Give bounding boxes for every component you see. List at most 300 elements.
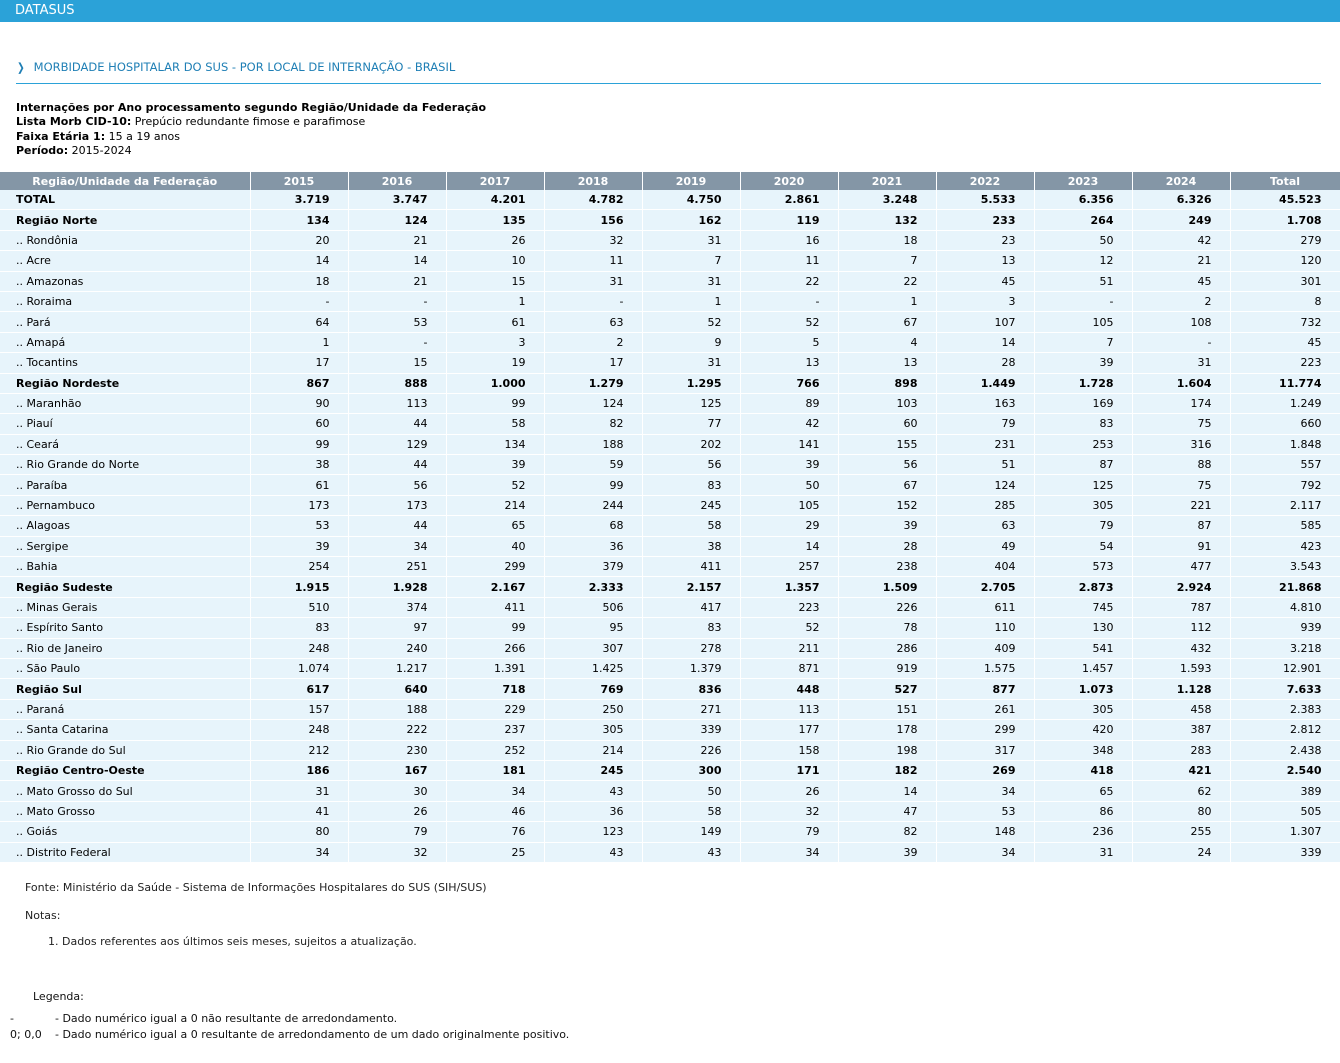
value-cell: 60	[250, 414, 348, 434]
row-label-cell: .. Sergipe	[0, 536, 250, 556]
value-cell: 448	[740, 679, 838, 699]
value-cell: 4.750	[642, 190, 740, 210]
value-cell: 233	[936, 210, 1034, 230]
value-cell: 51	[936, 455, 1034, 475]
row-label-cell: .. Maranhão	[0, 393, 250, 413]
value-cell: 120	[1230, 251, 1340, 271]
value-cell: 53	[348, 312, 446, 332]
table-row-region	[0, 373, 1340, 393]
value-cell: 11	[544, 251, 642, 271]
table-row	[0, 801, 1340, 821]
value-cell: 132	[838, 210, 936, 230]
value-cell: 124	[544, 393, 642, 413]
value-cell: 158	[740, 740, 838, 760]
table-row	[0, 230, 1340, 250]
value-cell: 119	[740, 210, 838, 230]
row-label-cell: .. Minas Gerais	[0, 597, 250, 617]
value-cell: 13	[936, 251, 1034, 271]
value-cell: 113	[740, 699, 838, 719]
row-label-cell: .. Rondônia	[0, 230, 250, 250]
column-header-total: Total	[1230, 172, 1340, 190]
source-note: Fonte: Ministério da Saúde - Sistema de Informações Hospitalares do SUS (SIH/SUS)	[25, 881, 487, 894]
value-cell: 22	[838, 271, 936, 291]
value-cell: 202	[642, 434, 740, 454]
table-row	[0, 842, 1340, 862]
notes-label: Notas:	[25, 909, 61, 922]
value-cell: 1	[642, 291, 740, 311]
table-row	[0, 516, 1340, 536]
value-cell: 867	[250, 373, 348, 393]
value-cell: 211	[740, 638, 838, 658]
value-cell: 65	[1034, 781, 1132, 801]
value-cell: 2	[544, 332, 642, 352]
value-cell: 39	[838, 516, 936, 536]
value-cell: 99	[446, 618, 544, 638]
value-cell: 2.540	[1230, 760, 1340, 780]
value-cell: 25	[446, 842, 544, 862]
value-cell: 88	[1132, 455, 1230, 475]
table-row	[0, 536, 1340, 556]
value-cell: 32	[544, 230, 642, 250]
value-cell: 541	[1034, 638, 1132, 658]
value-cell: 50	[642, 781, 740, 801]
value-cell: 75	[1132, 414, 1230, 434]
value-cell: 1.593	[1132, 658, 1230, 678]
value-cell: 157	[250, 699, 348, 719]
table-header-row	[0, 172, 1340, 190]
value-cell: 50	[1034, 230, 1132, 250]
table-row	[0, 740, 1340, 760]
value-cell: 506	[544, 597, 642, 617]
value-cell: 4.810	[1230, 597, 1340, 617]
value-cell: 67	[838, 475, 936, 495]
value-cell: 124	[936, 475, 1034, 495]
value-cell: 198	[838, 740, 936, 760]
value-cell: 14	[348, 251, 446, 271]
page-title: MORBIDADE HOSPITALAR DO SUS - POR LOCAL DE INTERNAÇÃO - BRASIL	[33, 60, 456, 74]
value-cell: 251	[348, 557, 446, 577]
value-cell: 13	[838, 353, 936, 373]
note-item: 1. Dados referentes aos últimos seis meses, sujeitos a atualização.	[48, 935, 417, 948]
value-cell: 1.915	[250, 577, 348, 597]
value-cell: 97	[348, 618, 446, 638]
value-cell: 123	[544, 822, 642, 842]
value-cell: 181	[446, 760, 544, 780]
value-cell: 167	[348, 760, 446, 780]
value-cell: 888	[348, 373, 446, 393]
value-cell: 52	[642, 312, 740, 332]
page-heading	[16, 59, 1321, 84]
value-cell: 58	[446, 414, 544, 434]
value-cell: -	[740, 291, 838, 311]
table-row	[0, 495, 1340, 515]
value-cell: 1.928	[348, 577, 446, 597]
legend-symbol-dash: -	[10, 1012, 14, 1025]
value-cell: 188	[544, 434, 642, 454]
value-cell: 2.873	[1034, 577, 1132, 597]
value-cell: 40	[446, 536, 544, 556]
value-cell: 283	[1132, 740, 1230, 760]
value-cell: 254	[250, 557, 348, 577]
value-cell: 877	[936, 679, 1034, 699]
value-cell: 2.157	[642, 577, 740, 597]
value-cell: 62	[1132, 781, 1230, 801]
table-row	[0, 393, 1340, 413]
table-row	[0, 414, 1340, 434]
value-cell: 163	[936, 393, 1034, 413]
value-cell: 41	[250, 801, 348, 821]
value-cell: 1.425	[544, 658, 642, 678]
value-cell: 14	[936, 332, 1034, 352]
value-cell: 14	[250, 251, 348, 271]
table-row	[0, 699, 1340, 719]
value-cell: 99	[544, 475, 642, 495]
value-cell: 82	[544, 414, 642, 434]
value-cell: 134	[446, 434, 544, 454]
faixa-value: 15 a 19 anos	[108, 129, 181, 143]
value-cell: 47	[838, 801, 936, 821]
value-cell: 11	[740, 251, 838, 271]
value-cell: 43	[642, 842, 740, 862]
table-row	[0, 638, 1340, 658]
table-row-region	[0, 679, 1340, 699]
value-cell: 43	[544, 842, 642, 862]
value-cell: 53	[250, 516, 348, 536]
value-cell: 1.074	[250, 658, 348, 678]
value-cell: 871	[740, 658, 838, 678]
value-cell: 237	[446, 720, 544, 740]
value-cell: 14	[838, 781, 936, 801]
value-cell: 307	[544, 638, 642, 658]
row-label-cell: Região Sudeste	[0, 577, 250, 597]
value-cell: 22	[740, 271, 838, 291]
value-cell: 226	[838, 597, 936, 617]
value-cell: 124	[348, 210, 446, 230]
row-label-cell: Região Sul	[0, 679, 250, 699]
value-cell: 418	[1034, 760, 1132, 780]
value-cell: 177	[740, 720, 838, 740]
table-row	[0, 597, 1340, 617]
value-cell: 2.167	[446, 577, 544, 597]
value-cell: 91	[1132, 536, 1230, 556]
value-cell: 26	[348, 801, 446, 821]
table-row	[0, 291, 1340, 311]
value-cell: 2.333	[544, 577, 642, 597]
table-row	[0, 353, 1340, 373]
row-label-cell: .. Amapá	[0, 332, 250, 352]
periodo-label: Período:	[16, 143, 69, 157]
value-cell: 409	[936, 638, 1034, 658]
row-label-cell: .. Amazonas	[0, 271, 250, 291]
value-cell: 107	[936, 312, 1034, 332]
table-row-region	[0, 760, 1340, 780]
row-label-cell: .. Mato Grosso	[0, 801, 250, 821]
value-cell: 28	[838, 536, 936, 556]
value-cell: 86	[1034, 801, 1132, 821]
value-cell: 299	[936, 720, 1034, 740]
table-body	[0, 190, 1340, 862]
value-cell: 125	[1034, 475, 1132, 495]
value-cell: -	[1132, 332, 1230, 352]
value-cell: 46	[446, 801, 544, 821]
value-cell: 63	[544, 312, 642, 332]
value-cell: 34	[936, 781, 1034, 801]
value-cell: 236	[1034, 822, 1132, 842]
value-cell: 898	[838, 373, 936, 393]
value-cell: 836	[642, 679, 740, 699]
value-cell: 129	[348, 434, 446, 454]
value-cell: 39	[446, 455, 544, 475]
row-label-cell: .. Rio de Janeiro	[0, 638, 250, 658]
legend-text-zero: - Dado numérico igual a 0 resultante de arredondamento de um dado originalmente positivo.	[55, 1028, 570, 1041]
value-cell: 261	[936, 699, 1034, 719]
value-cell: 17	[544, 353, 642, 373]
value-cell: 125	[642, 393, 740, 413]
value-cell: 65	[446, 516, 544, 536]
value-cell: 23	[936, 230, 1034, 250]
table-row	[0, 312, 1340, 332]
value-cell: 1	[446, 291, 544, 311]
value-cell: 83	[642, 475, 740, 495]
value-cell: 1.457	[1034, 658, 1132, 678]
value-cell: 222	[348, 720, 446, 740]
value-cell: 26	[446, 230, 544, 250]
value-cell: 223	[1230, 353, 1340, 373]
value-cell: 75	[1132, 475, 1230, 495]
row-label-cell: .. Paraíba	[0, 475, 250, 495]
value-cell: 31	[642, 271, 740, 291]
value-cell: 79	[1034, 516, 1132, 536]
results-table	[0, 172, 1340, 863]
value-cell: 56	[348, 475, 446, 495]
value-cell: 53	[936, 801, 1034, 821]
value-cell: 90	[250, 393, 348, 413]
value-cell: 10	[446, 251, 544, 271]
row-label-cell: Região Nordeste	[0, 373, 250, 393]
value-cell: 1.073	[1034, 679, 1132, 699]
value-cell: 103	[838, 393, 936, 413]
value-cell: 300	[642, 760, 740, 780]
value-cell: 39	[838, 842, 936, 862]
value-cell: 510	[250, 597, 348, 617]
value-cell: 264	[1034, 210, 1132, 230]
value-cell: 432	[1132, 638, 1230, 658]
query-summary	[16, 101, 486, 158]
value-cell: 51	[1034, 271, 1132, 291]
value-cell: 17	[250, 353, 348, 373]
value-cell: 404	[936, 557, 1034, 577]
value-cell: 4.782	[544, 190, 642, 210]
value-cell: 34	[446, 781, 544, 801]
value-cell: 1.307	[1230, 822, 1340, 842]
value-cell: 212	[250, 740, 348, 760]
value-cell: 31	[642, 230, 740, 250]
value-cell: 38	[250, 455, 348, 475]
row-label-cell: .. Roraima	[0, 291, 250, 311]
value-cell: 252	[446, 740, 544, 760]
value-cell: 477	[1132, 557, 1230, 577]
value-cell: 229	[446, 699, 544, 719]
value-cell: 3.248	[838, 190, 936, 210]
value-cell: 42	[740, 414, 838, 434]
value-cell: 110	[936, 618, 1034, 638]
value-cell: 305	[544, 720, 642, 740]
value-cell: 21	[348, 230, 446, 250]
column-header-2023: 2023	[1034, 172, 1132, 190]
value-cell: 34	[348, 536, 446, 556]
value-cell: 279	[1230, 230, 1340, 250]
row-label-cell: .. Goiás	[0, 822, 250, 842]
value-cell: 32	[348, 842, 446, 862]
periodo-value: 2015-2024	[71, 143, 132, 157]
value-cell: 68	[544, 516, 642, 536]
value-cell: 1.128	[1132, 679, 1230, 699]
value-cell: 39	[740, 455, 838, 475]
value-cell: 60	[838, 414, 936, 434]
value-cell: 36	[544, 536, 642, 556]
value-cell: 660	[1230, 414, 1340, 434]
value-cell: 79	[348, 822, 446, 842]
row-label-cell: .. Rio Grande do Norte	[0, 455, 250, 475]
value-cell: 50	[740, 475, 838, 495]
table-row	[0, 455, 1340, 475]
column-header-2015: 2015	[250, 172, 348, 190]
value-cell: 3	[936, 291, 1034, 311]
value-cell: -	[544, 291, 642, 311]
table-row-region	[0, 190, 1340, 210]
value-cell: 231	[936, 434, 1034, 454]
value-cell: 30	[348, 781, 446, 801]
value-cell: 28	[936, 353, 1034, 373]
row-label-cell: .. Pará	[0, 312, 250, 332]
value-cell: 105	[740, 495, 838, 515]
value-cell: 182	[838, 760, 936, 780]
value-cell: 244	[544, 495, 642, 515]
value-cell: 266	[446, 638, 544, 658]
value-cell: 14	[740, 536, 838, 556]
value-cell: 269	[936, 760, 1034, 780]
value-cell: 169	[1034, 393, 1132, 413]
value-cell: 44	[348, 414, 446, 434]
value-cell: 348	[1034, 740, 1132, 760]
value-cell: 585	[1230, 516, 1340, 536]
value-cell: 732	[1230, 312, 1340, 332]
value-cell: 152	[838, 495, 936, 515]
value-cell: 11.774	[1230, 373, 1340, 393]
value-cell: 34	[740, 842, 838, 862]
value-cell: 44	[348, 455, 446, 475]
column-header-2017: 2017	[446, 172, 544, 190]
value-cell: 45.523	[1230, 190, 1340, 210]
value-cell: 617	[250, 679, 348, 699]
column-header-2019: 2019	[642, 172, 740, 190]
row-label-cell: .. Espírito Santo	[0, 618, 250, 638]
value-cell: 1.295	[642, 373, 740, 393]
value-cell: -	[1034, 291, 1132, 311]
value-cell: 249	[1132, 210, 1230, 230]
value-cell: 61	[446, 312, 544, 332]
value-cell: 21.868	[1230, 577, 1340, 597]
value-cell: 787	[1132, 597, 1230, 617]
value-cell: 83	[642, 618, 740, 638]
value-cell: 253	[1034, 434, 1132, 454]
value-cell: 173	[250, 495, 348, 515]
value-cell: 421	[1132, 760, 1230, 780]
value-cell: 374	[348, 597, 446, 617]
value-cell: 1.217	[348, 658, 446, 678]
table-row	[0, 251, 1340, 271]
value-cell: 188	[348, 699, 446, 719]
value-cell: 20	[250, 230, 348, 250]
value-cell: 135	[446, 210, 544, 230]
faixa-label: Faixa Etária 1:	[16, 129, 106, 143]
value-cell: 18	[838, 230, 936, 250]
top-bar	[0, 0, 1340, 22]
value-cell: 248	[250, 638, 348, 658]
value-cell: 223	[740, 597, 838, 617]
value-cell: 155	[838, 434, 936, 454]
value-cell: 557	[1230, 455, 1340, 475]
value-cell: 87	[1034, 455, 1132, 475]
value-cell: 95	[544, 618, 642, 638]
value-cell: 1.848	[1230, 434, 1340, 454]
value-cell: 1.728	[1034, 373, 1132, 393]
value-cell: 305	[1034, 699, 1132, 719]
value-cell: 4.201	[446, 190, 544, 210]
value-cell: 527	[838, 679, 936, 699]
value-cell: 77	[642, 414, 740, 434]
value-cell: 36	[544, 801, 642, 821]
value-cell: 38	[642, 536, 740, 556]
value-cell: 1	[838, 291, 936, 311]
row-label-cell: Região Norte	[0, 210, 250, 230]
row-label-cell: .. Paraná	[0, 699, 250, 719]
value-cell: 221	[1132, 495, 1230, 515]
value-cell: 15	[446, 271, 544, 291]
value-cell: 32	[740, 801, 838, 821]
value-cell: 573	[1034, 557, 1132, 577]
value-cell: 2.812	[1230, 720, 1340, 740]
value-cell: 173	[348, 495, 446, 515]
column-header-2022: 2022	[936, 172, 1034, 190]
value-cell: 34	[250, 842, 348, 862]
value-cell: 9	[642, 332, 740, 352]
row-label-cell: .. Santa Catarina	[0, 720, 250, 740]
value-cell: 3	[446, 332, 544, 352]
brand-label: DATASUS	[15, 3, 75, 18]
value-cell: 305	[1034, 495, 1132, 515]
value-cell: 230	[348, 740, 446, 760]
value-cell: 45	[936, 271, 1034, 291]
table-row	[0, 434, 1340, 454]
value-cell: 423	[1230, 536, 1340, 556]
value-cell: 34	[936, 842, 1034, 862]
table-row	[0, 822, 1340, 842]
value-cell: 919	[838, 658, 936, 678]
value-cell: 64	[250, 312, 348, 332]
value-cell: 31	[250, 781, 348, 801]
value-cell: 99	[250, 434, 348, 454]
value-cell: 63	[936, 516, 1034, 536]
value-cell: 12.901	[1230, 658, 1340, 678]
table-row-region	[0, 577, 1340, 597]
value-cell: 80	[250, 822, 348, 842]
value-cell: 640	[348, 679, 446, 699]
table-row-region	[0, 210, 1340, 230]
table-row	[0, 618, 1340, 638]
value-cell: 257	[740, 557, 838, 577]
value-cell: 82	[838, 822, 936, 842]
